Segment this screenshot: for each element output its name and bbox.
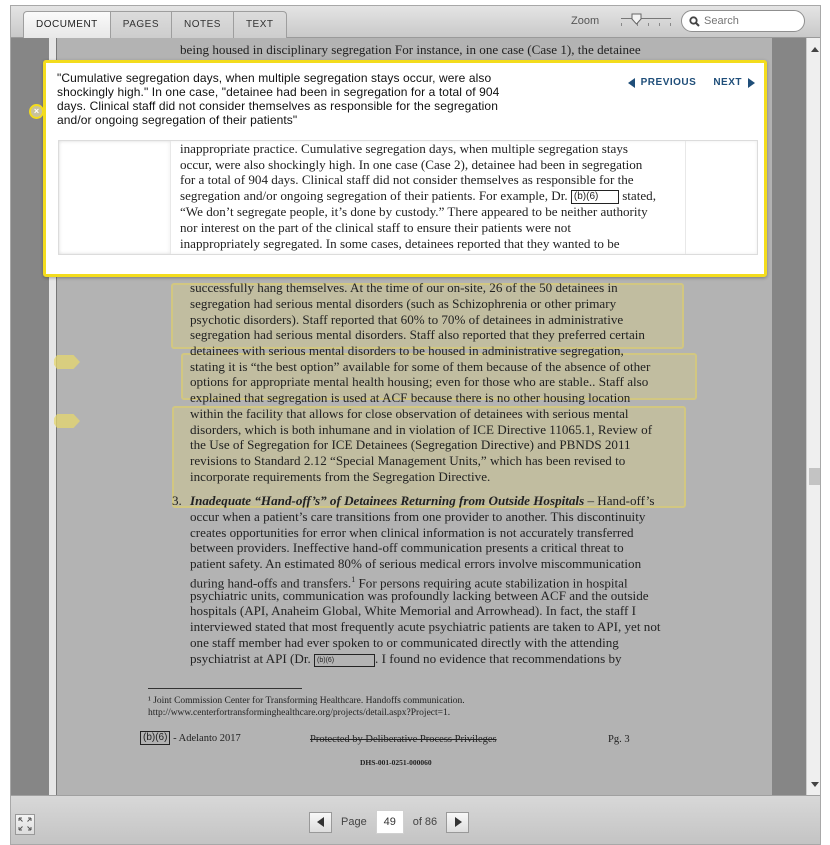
zoom-label: Zoom (571, 15, 600, 27)
quote-line: days. Clinical staff did not consider themselves as responsible for the segregation (57, 99, 498, 113)
scroll-thumb[interactable] (809, 468, 821, 485)
tab-pages[interactable]: PAGES (111, 11, 172, 38)
redaction-box: (b)(6) (571, 190, 619, 204)
item-title-rest: – Hand-off’s (584, 493, 655, 508)
scroll-up-icon[interactable] (811, 47, 819, 52)
excerpt-text (180, 141, 656, 251)
text-segment: For persons requiring acute stabilization in hospital (355, 575, 628, 591)
previous-page-button[interactable] (309, 812, 332, 833)
tab-document[interactable]: DOCUMENT (23, 11, 111, 38)
search-icon (689, 16, 700, 27)
page-footer-center: Protected by Deliberative Process Privileges (310, 734, 497, 745)
tab-notes[interactable]: NOTES (172, 11, 234, 38)
document-viewer (10, 5, 821, 845)
page-text-line: within the facility that allows for close observation of detainees with serious mental (190, 406, 629, 421)
page-text-line: incorporate requirements from the Segregation Directive. (190, 469, 491, 484)
close-annotation-icon[interactable]: × (29, 104, 44, 119)
previous-label: PREVIOUS (640, 77, 697, 88)
page-text-line: being housed in disciplinary segregation For instance, in one case (Case 1), the detainee (180, 42, 641, 57)
quote-line: and/or ongoing segregation of their patients" (57, 113, 298, 127)
search-field[interactable] (681, 10, 805, 32)
zoom-track (621, 18, 671, 19)
excerpt-line (180, 188, 656, 204)
excerpt-margin (59, 141, 171, 254)
page-text-line: revisions to Standard 2.12 “Special Management Units,” which has been revised to (190, 453, 626, 468)
annotation-quote (57, 71, 597, 127)
page-text-line: options for appropriate mental health housing; even for those who are stable.. Staff also (190, 374, 649, 389)
tab-text[interactable]: TEXT (234, 11, 287, 38)
page-text-line: patient safety. An estimated 80% of serious medical errors involve miscommunication (190, 556, 642, 571)
zoom-tick (670, 23, 671, 26)
bates-number: DHS-001-0251-000060 (360, 758, 432, 767)
text-segment: segregation and/or ongoing segregation of their patients. For example, Dr. (180, 188, 568, 204)
vertical-scrollbar[interactable] (806, 38, 821, 795)
text-segment: . I found no evidence that recommendations by (375, 651, 622, 666)
page-text-line: hospitals (API, Anaheim Global, White Memorial and Arrowhead). In fact, the staff I (190, 603, 637, 618)
page-text-line: one staff member had ever spoken to or communicated directly with the attending (190, 635, 619, 650)
page-navigator (309, 810, 469, 834)
excerpt-line: inappropriately segregated. In some cases, detainees reported that they wanted to be (180, 235, 620, 251)
footnote-divider (148, 688, 302, 689)
excerpt-line: nor interest on the part of the clinical staff to ensure their patients were not (180, 219, 571, 235)
bottom-toolbar (11, 795, 820, 845)
triangle-left-icon (317, 817, 325, 827)
fullscreen-button[interactable] (15, 814, 35, 835)
footnote-text: ¹ Joint Commission Center for Transforming Healthcare. Handoffs communication. (148, 696, 465, 706)
page-text-line: creates opportunities for error when clinical information is not accurately transferred (190, 525, 634, 540)
view-tabs (23, 11, 287, 38)
annotation-excerpt (58, 140, 758, 255)
expand-icon (18, 817, 32, 831)
text-segment: stated, (622, 188, 657, 204)
top-toolbar (11, 6, 820, 38)
footnote-ref: 1 (351, 575, 356, 584)
page-text-line: between providers. Ineffective hand-off communication presents a critical threat to (190, 540, 624, 555)
annotation-nav (628, 77, 755, 88)
previous-arrow-icon (628, 78, 635, 88)
list-item-number: 3. (172, 493, 182, 508)
next-annotation-button[interactable] (713, 77, 755, 88)
page-text-line: segregation had serious mental disorders (such as Schizophrenia or other primary (190, 296, 617, 311)
item-title: Inadequate “Hand-off’s” of Detainees Returning from Outside Hospitals (190, 493, 585, 508)
page-text-line: detainees with serious mental disorders to be housed in administrative segregation, (190, 343, 624, 358)
zoom-slider[interactable] (621, 13, 671, 29)
zoom-tick (648, 23, 649, 26)
text-segment: during hand-offs and transfers. (190, 575, 352, 591)
footer-label: - Adelanto 2017 (173, 733, 241, 744)
page-total-label: of 86 (412, 816, 438, 828)
page-text-line (190, 651, 622, 667)
page-text-line: interviewed stated that most frequently acute psychiatric patients are taken to API, yet not (190, 619, 661, 634)
page-number-label: Pg. 3 (608, 734, 630, 745)
page-text-line: explained that segregation is used at ACF because there is no other housing location (190, 390, 631, 405)
footnote-url: http://www.centerfortransforminghealthcare.org/projects/detail.aspx?Project=1. (148, 708, 451, 718)
page-text-line: psychotic disorders). Staff reported that 60% to 70% of detainees in administrative (190, 312, 624, 327)
page-number-input[interactable] (376, 810, 404, 834)
next-page-button[interactable] (446, 812, 469, 833)
search-input[interactable] (704, 15, 794, 27)
page-text-line: psychiatric units, communication was profoundly lacking between ACF and the outside (190, 588, 649, 603)
zoom-thumb-icon[interactable] (631, 13, 642, 25)
zoom-tick (659, 23, 660, 26)
page-text-line: stating it is “the best option” available for some of them because of the absence of other (190, 359, 651, 374)
page-text-line: occur when a patient’s care transitions from one provider to another. This discontinuity (190, 509, 646, 524)
page-label: Page (341, 816, 367, 828)
page-text-line: the Use of Segregation for ICE Detainees (Segregation Directive) and PBNDS 2011 (190, 437, 631, 452)
previous-annotation-button[interactable] (628, 77, 697, 88)
excerpt-line: “We don’t segregate people, it’s done by custody.” There appeared to be neither authority (180, 204, 648, 220)
page-text-line: disorders, which is both inhumane and in violation of ICE Directive 11065.1, Review of (190, 422, 653, 437)
quote-line: "Cumulative segregation days, when multiple segregation stays occur, were also (57, 71, 492, 85)
page-footer-left (140, 731, 241, 747)
next-label: NEXT (713, 77, 742, 88)
excerpt-line: occur, were also shockingly high. In one case (Case 2), detainee had been in segregation (180, 156, 643, 172)
next-arrow-icon (748, 78, 755, 88)
quote-line: shockingly high." In one case, "detainee had been in segregation for a total of 904 (57, 85, 500, 99)
page-text-line: segregation had serious mental disorders. Staff also reported that they preferred certain (190, 327, 645, 342)
redaction-box: (b)(6) (140, 731, 170, 745)
excerpt-line: inappropriate practice. Cumulative segregation days, when multiple segregation stays (180, 141, 628, 156)
annotation-popup (43, 60, 767, 277)
excerpt-line: for a total of 904 days. Clinical staff did not consider themselves as responsible for the (180, 172, 634, 188)
list-item-heading (190, 493, 654, 509)
page-text-line: successfully hang themselves. At the time of our on-site, 26 of the 50 detainees in (190, 280, 618, 295)
triangle-right-icon (454, 817, 462, 827)
zoom-tick (621, 23, 622, 26)
scroll-down-icon[interactable] (811, 782, 819, 787)
text-segment: psychiatrist at API (Dr. (190, 651, 311, 666)
excerpt-margin (685, 141, 757, 254)
redaction-box: (b)(6) (314, 654, 375, 667)
